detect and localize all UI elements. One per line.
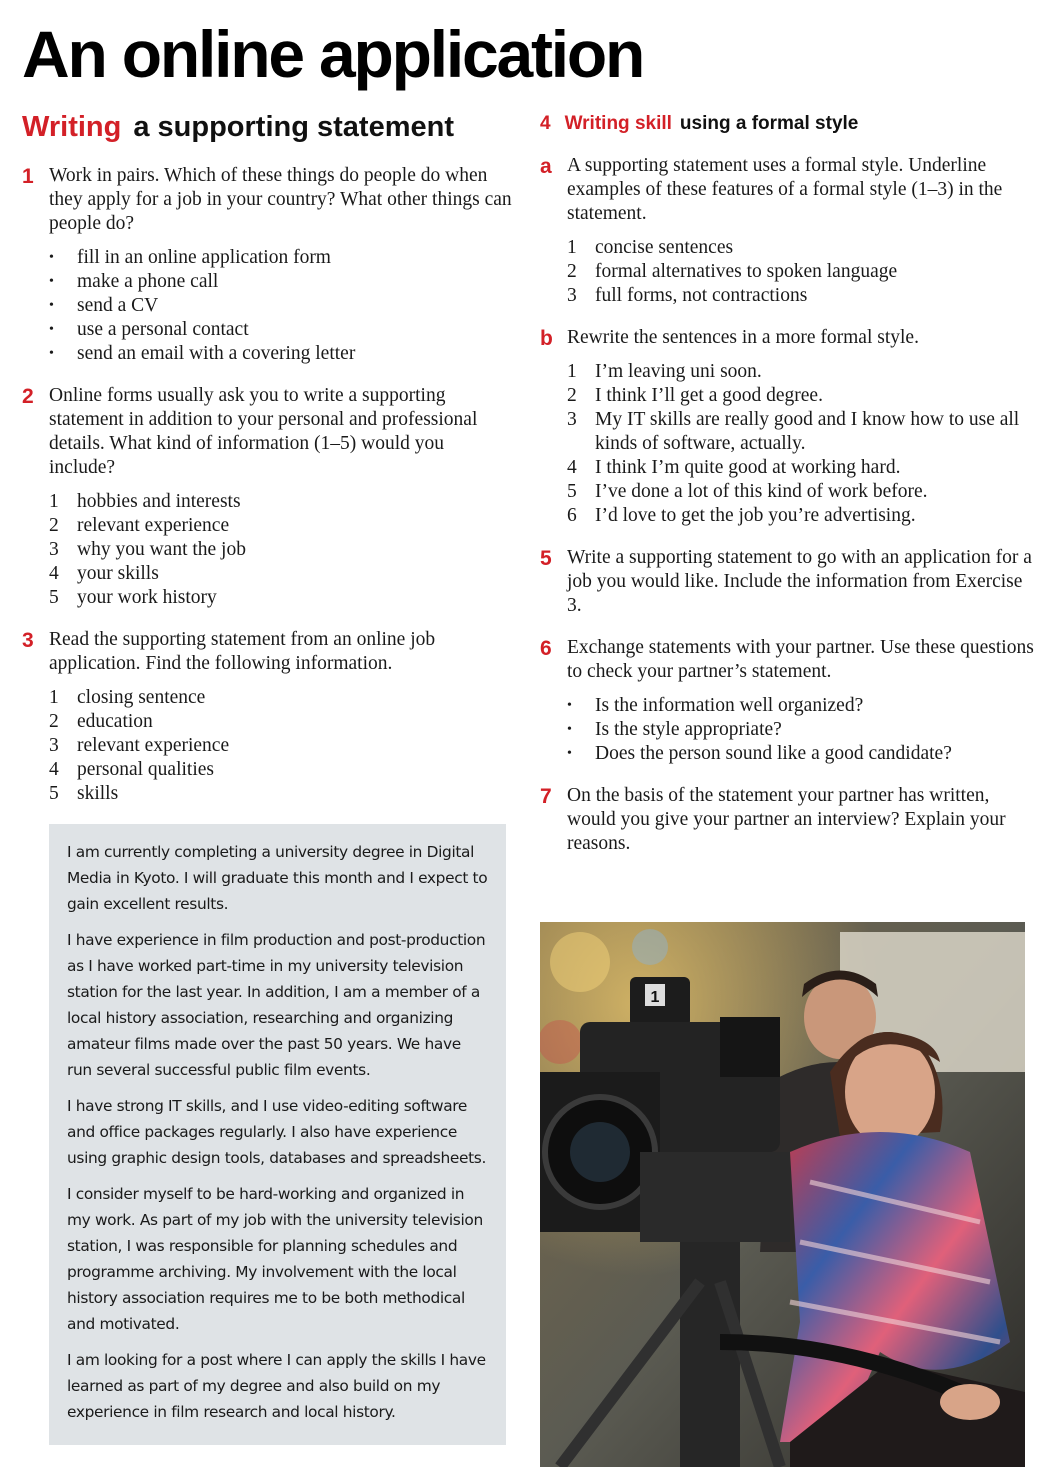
exercise-instruction: Online forms usually ask you to write a supporting statement in addition to your personal and professional details. What kind of information (1–5) would you include?	[49, 385, 478, 478]
item-number: 1	[49, 687, 59, 708]
bullet-icon: •	[49, 250, 54, 265]
list-item-text: your skills	[77, 563, 159, 584]
list-item	[49, 686, 512, 710]
list-item-text: My IT skills are really good and I know how to use all kinds of software, actually.	[595, 409, 1020, 454]
list-item	[49, 562, 512, 586]
exercise-number: 3	[22, 629, 34, 652]
list-item	[567, 718, 1035, 742]
list-item-text: hobbies and interests	[77, 491, 241, 512]
list-item	[49, 318, 512, 342]
list-item	[567, 480, 1035, 504]
camera-number-label: 1	[650, 989, 660, 1006]
exercise-instruction: Write a supporting statement to go with an application for a job you would like. Include the information from Exercise 3.	[567, 547, 1032, 616]
exercise-letter: b	[540, 327, 553, 350]
bullet-icon: •	[49, 274, 54, 289]
list-item	[567, 408, 1035, 456]
item-number: 2	[49, 711, 59, 732]
statement-paragraph: I am looking for a post where I can apply the skills I have learned as part of my degree and also build on my experience in film research and local history.	[67, 1351, 486, 1421]
list-item	[49, 246, 512, 270]
right-column	[540, 110, 1035, 856]
item-number: 1	[567, 237, 577, 258]
list-item-text: I’m leaving uni soon.	[595, 361, 762, 382]
list-item	[49, 586, 512, 610]
item-number: 6	[567, 505, 577, 526]
exercise-6	[540, 636, 1035, 766]
list-item-text: make a phone call	[77, 271, 219, 292]
list-item	[49, 514, 512, 538]
item-number: 4	[567, 457, 577, 478]
section-subtitle: a supporting statement	[133, 111, 454, 143]
list-item-text: formal alternatives to spoken language	[595, 261, 898, 282]
list-item-text: I’ve done a lot of this kind of work before.	[595, 481, 928, 502]
film-crew-photo	[540, 922, 1025, 1467]
item-number: 5	[567, 481, 577, 502]
list-item	[49, 782, 512, 806]
skill-label: Writing skill	[564, 113, 672, 134]
exercise-instruction: On the basis of the statement your partner has written, would you give your partner an interview? Explain your reasons.	[567, 785, 1006, 854]
list-item	[49, 538, 512, 562]
bullet-list	[567, 694, 1035, 766]
numbered-list	[567, 236, 1035, 308]
bullet-icon: •	[567, 698, 572, 713]
list-item-text: fill in an online application form	[77, 247, 331, 268]
list-item	[567, 384, 1035, 408]
statement-paragraph: I consider myself to be hard-working and organized in my work. As part of my job with the university television station, I was responsible for planning schedules and programme archiving. My involvement with the local history association requires me to be both methodical and motivated.	[67, 1185, 483, 1333]
item-number: 2	[49, 515, 59, 536]
item-number: 3	[49, 539, 59, 560]
list-item-text: personal qualities	[77, 759, 215, 780]
numbered-list	[567, 360, 1035, 528]
list-item	[567, 360, 1035, 384]
exercise-number: 7	[540, 785, 552, 808]
list-item-text: skills	[77, 783, 119, 804]
list-item	[49, 342, 512, 366]
item-number: 5	[49, 587, 59, 608]
list-item-text: Is the information well organized?	[595, 695, 864, 716]
section-heading	[22, 108, 512, 146]
numbered-list	[49, 686, 512, 806]
exercise-2	[22, 384, 512, 610]
exercise-instruction: Work in pairs. Which of these things do people do when they apply for a job in your country? What other things can people do?	[49, 165, 512, 234]
list-item-text: education	[77, 711, 153, 732]
list-item	[49, 710, 512, 734]
list-item-text: relevant experience	[77, 515, 230, 536]
numbered-list	[49, 490, 512, 610]
list-item-text: why you want the job	[77, 539, 246, 560]
list-item	[567, 694, 1035, 718]
bullet-icon: •	[49, 346, 54, 361]
item-number: 3	[567, 285, 577, 306]
exercise-number: 1	[22, 165, 34, 188]
item-number: 4	[49, 759, 59, 780]
exercise-instruction: Read the supporting statement from an online job application. Find the following information.	[49, 629, 436, 674]
list-item-text: I’d love to get the job you’re advertising.	[595, 505, 916, 526]
exercise-number: 6	[540, 637, 552, 660]
list-item-text: use a personal contact	[77, 319, 249, 340]
skill-subtitle: using a formal style	[679, 113, 859, 134]
bullet-icon: •	[567, 722, 572, 737]
list-item	[49, 758, 512, 782]
list-item	[567, 504, 1035, 528]
exercise-letter: a	[540, 155, 552, 178]
item-number: 1	[49, 491, 59, 512]
exercise-4b	[540, 326, 1035, 528]
exercise-number: 5	[540, 547, 552, 570]
list-item	[567, 236, 1035, 260]
list-item-text: I think I’m quite good at working hard.	[595, 457, 901, 478]
photo-illustration	[540, 922, 1025, 1467]
exercise-number: 4	[540, 113, 551, 134]
list-item-text: relevant experience	[77, 735, 230, 756]
list-item-text: concise sentences	[595, 237, 734, 258]
item-number: 3	[49, 735, 59, 756]
exercise-instruction: Exchange statements with your partner. Use these questions to check your partner’s statement.	[567, 637, 1034, 682]
list-item-text: your work history	[77, 587, 217, 608]
item-number: 3	[567, 409, 577, 430]
list-item	[49, 270, 512, 294]
list-item	[49, 734, 512, 758]
exercise-3	[22, 628, 512, 806]
bullet-icon: •	[49, 322, 54, 337]
statement-paragraph: I have experience in film production and post-production as I have worked part-time in my university television station for the last year. In addition, I am a member of a local history association, researching and organizing amateur films made over the past 50 years. We have run several successful public film events.	[67, 931, 486, 1079]
page-title: An online application	[22, 17, 644, 91]
bullet-icon: •	[49, 298, 54, 313]
list-item	[567, 456, 1035, 480]
item-number: 5	[49, 783, 59, 804]
list-item-text: send an email with a covering letter	[77, 343, 356, 364]
list-item-text: Does the person sound like a good candidate?	[595, 743, 952, 764]
list-item	[567, 260, 1035, 284]
list-item-text: I think I’ll get a good degree.	[595, 385, 823, 406]
list-item	[49, 490, 512, 514]
list-item	[567, 742, 1035, 766]
list-item	[49, 294, 512, 318]
list-item	[567, 284, 1035, 308]
exercise-number: 2	[22, 385, 34, 408]
exercise-instruction: A supporting statement uses a formal style. Underline examples of these features of a formal style (1–3) in the statement.	[567, 155, 1003, 224]
item-number: 1	[567, 361, 577, 382]
section-label: Writing	[22, 111, 122, 143]
exercise-1	[22, 164, 512, 366]
exercise-5	[540, 546, 1035, 618]
list-item-text: send a CV	[77, 295, 159, 316]
item-number: 2	[567, 385, 577, 406]
list-item-text: closing sentence	[77, 687, 206, 708]
list-item-text: Is the style appropriate?	[595, 719, 782, 740]
left-column	[22, 108, 512, 1445]
bullet-icon: •	[567, 746, 572, 761]
list-item-text: full forms, not contractions	[595, 285, 808, 306]
item-number: 2	[567, 261, 577, 282]
exercise-instruction: Rewrite the sentences in a more formal style.	[567, 327, 919, 348]
bullet-list	[49, 246, 512, 366]
statement-paragraph: I have strong IT skills, and I use video-editing software and office packages regularly. I also have experience using graphic design tools, databases and spreadsheets.	[67, 1097, 487, 1167]
item-number: 4	[49, 563, 59, 584]
exercise-7	[540, 784, 1035, 856]
statement-paragraph: I am currently completing a university degree in Digital Media in Kyoto. I will graduate this month and I expect to gain excellent results.	[67, 843, 488, 913]
exercise-4a	[540, 154, 1035, 308]
supporting-statement-box	[49, 824, 506, 1445]
writing-skill-heading	[540, 110, 1035, 138]
